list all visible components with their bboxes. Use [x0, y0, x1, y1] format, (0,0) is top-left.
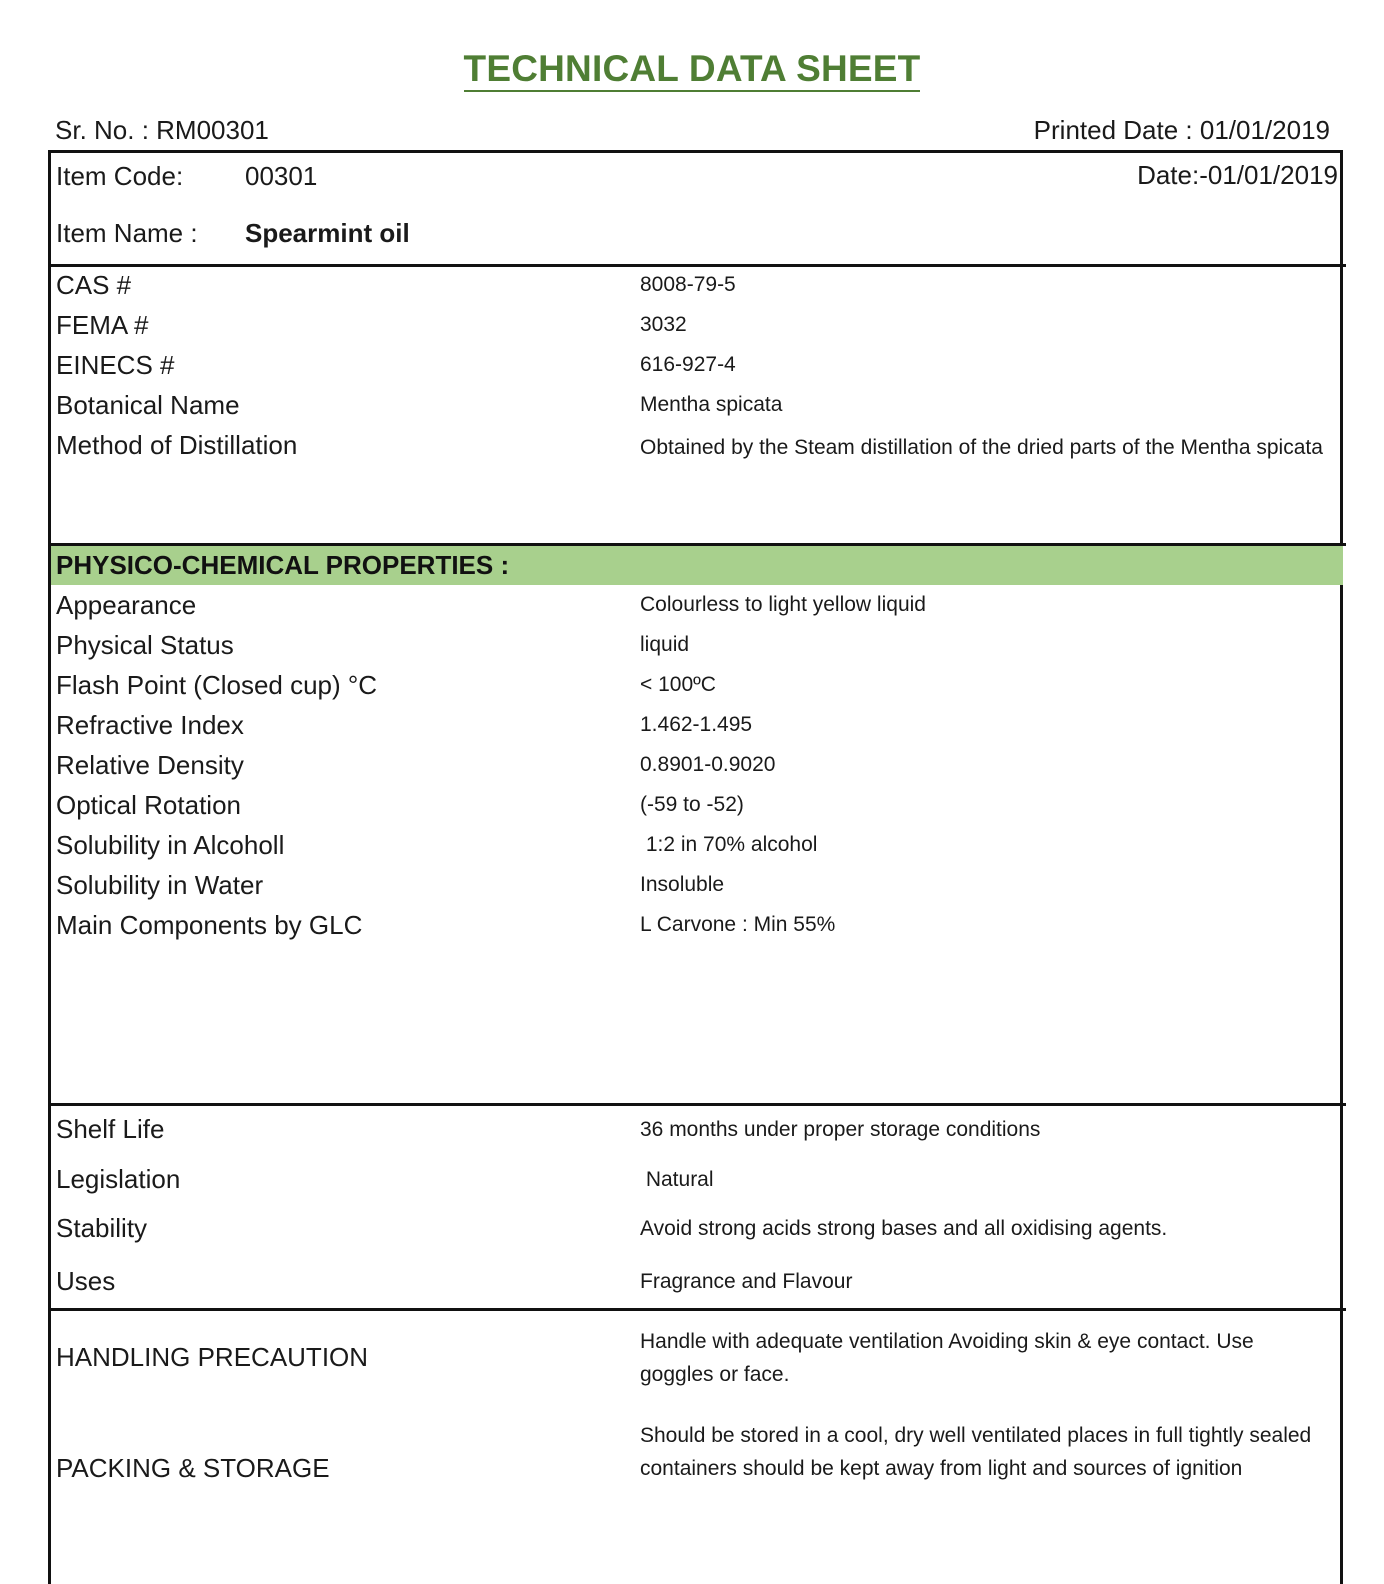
divider-before-precautions [48, 1308, 1346, 1311]
cas-value: 8008-79-5 [640, 273, 736, 296]
flash-point-value: < 100ºC [640, 673, 716, 696]
relative-density-label: Relative Density [56, 750, 244, 780]
solubility-alcohol-label: Solubility in Alcoholl [56, 830, 285, 860]
item-date: Date:-01/01/2019 [1137, 160, 1338, 190]
botanical-name-value: Mentha spicata [640, 393, 783, 416]
fema-label: FEMA # [56, 310, 149, 340]
appearance-value: Colourless to light yellow liquid [640, 593, 926, 616]
document-title-text: TECHNICAL DATA SHEET [464, 48, 921, 92]
document-title [0, 48, 1384, 90]
distillation-value: Obtained by the Steam distillation of the dried parts of the Mentha spicata [640, 436, 1323, 459]
divider-after-item [48, 264, 1346, 267]
refractive-index-label: Refractive Index [56, 710, 244, 740]
fema-value: 3032 [640, 313, 687, 336]
shelf-life-value: 36 months under proper storage conditions [640, 1118, 1041, 1141]
physical-status-label: Physical Status [56, 630, 234, 660]
handling-precaution-value: Handle with adequate ventilation Avoiding skin & eye contact. Use goggles or face. [640, 1330, 1254, 1386]
main-components-value: L Carvone : Min 55% [640, 913, 836, 936]
main-components-label: Main Components by GLC [56, 910, 363, 940]
solubility-water-value: Insoluble [640, 873, 725, 896]
stability-value: Avoid strong acids strong bases and all oxidising agents. [640, 1217, 1168, 1240]
cas-label: CAS # [56, 270, 132, 300]
legislation-value: Natural [640, 1168, 714, 1191]
printed-date: Printed Date : 01/01/2019 [1033, 115, 1330, 145]
einecs-value: 616-927-4 [640, 353, 736, 376]
packing-storage-value: Should be stored in a cool, dry well ventilated places in full tightly sealed containers should be kept away from light and sources of ignition [640, 1424, 1312, 1480]
optical-rotation-label: Optical Rotation [56, 790, 241, 820]
packing-storage-label: PACKING & STORAGE [56, 1453, 330, 1483]
item-name-label: Item Name : [56, 218, 198, 248]
appearance-label: Appearance [56, 590, 197, 620]
divider-before-general [48, 1103, 1346, 1106]
einecs-label: EINECS # [56, 350, 175, 380]
uses-label: Uses [56, 1266, 116, 1296]
legislation-label: Legislation [56, 1164, 181, 1194]
item-code-label: Item Code: [56, 161, 184, 191]
item-name-value: Spearmint oil [245, 218, 410, 248]
physical-status-value: liquid [640, 633, 690, 656]
shelf-life-label: Shelf Life [56, 1114, 165, 1144]
item-code-value: 00301 [245, 161, 318, 191]
flash-point-label: Flash Point (Closed cup) °C [56, 670, 378, 700]
uses-value: Fragrance and Flavour [640, 1270, 853, 1293]
distillation-label: Method of Distillation [56, 430, 298, 460]
botanical-name-label: Botanical Name [56, 390, 240, 420]
solubility-alcohol-value: 1:2 in 70% alcohol [640, 833, 818, 856]
stability-label: Stability [56, 1213, 148, 1243]
handling-precaution-label: HANDLING PRECAUTION [56, 1342, 369, 1372]
serial-number: Sr. No. : RM00301 [55, 115, 269, 145]
relative-density-value: 0.8901-0.9020 [640, 753, 776, 776]
physico-heading: PHYSICO-CHEMICAL PROPERTIES : [56, 550, 510, 580]
optical-rotation-value: (-59 to -52) [640, 793, 744, 816]
solubility-water-label: Solubility in Water [56, 870, 264, 900]
refractive-index-value: 1.462-1.495 [640, 713, 753, 736]
